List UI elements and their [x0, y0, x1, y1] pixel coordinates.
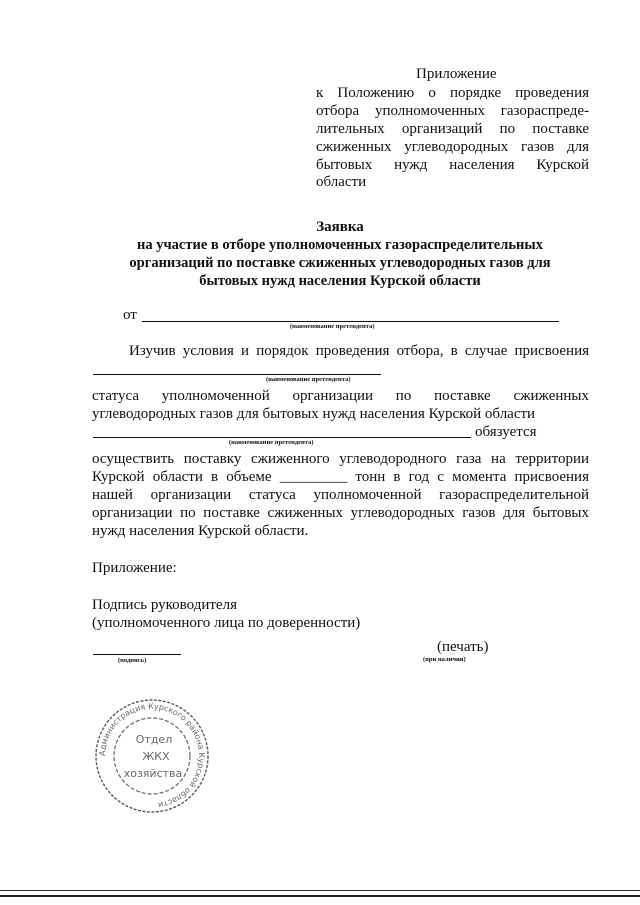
appendix-line: бытовых нужд населения Курской: [316, 157, 589, 173]
body-line: организации по поставке сжиженных углеводородных газов для бытовых: [92, 505, 589, 521]
field-caption: (наименование претендента): [266, 376, 351, 383]
appendix-title: Приложение: [416, 66, 497, 82]
signature-label: (уполномоченного лица по доверенности): [92, 615, 361, 631]
obliges-text: обязуется: [475, 424, 537, 440]
body-line: осуществить поставку сжиженного углеводородного газа на территории: [92, 451, 589, 467]
appendix-line: области: [316, 174, 367, 190]
document-title: Заявка: [316, 219, 364, 235]
applicant-name-line: [93, 437, 471, 438]
body-line: Курской области в объеме _________ тонн в год с момента присвоения: [92, 469, 589, 485]
stamp-inner-line: хозяйства: [123, 767, 183, 780]
appendix-line: к Положению о порядке проведения: [316, 85, 589, 101]
heading-line: бытовых нужд населения Курской области: [199, 273, 481, 289]
stamp-ring-text: Администрация Курского района Курской области: [97, 701, 207, 810]
intro-line: Изучив условия и порядок проведения отбора, в случае присвоения: [129, 343, 589, 359]
applicant-name-line: [142, 321, 559, 322]
signature-label: Подпись руководителя: [92, 597, 237, 613]
from-label: от: [123, 307, 137, 323]
signature-line: [93, 654, 181, 655]
heading-line: на участие в отборе уполномоченных газораспределительных: [137, 237, 543, 253]
appendix-line: отбора уполномоченных газораспреде-: [316, 103, 589, 119]
seal-label: (печать): [437, 639, 489, 655]
appendix-line: лительных организаций по поставке: [316, 121, 589, 137]
appendix-line: сжиженных углеводородных газов для: [316, 139, 589, 155]
body-line: статуса уполномоченной организации по поставке сжиженных: [92, 388, 589, 404]
seal-caption: (при наличии): [423, 656, 466, 663]
field-caption: (наименование претендента): [229, 439, 314, 446]
field-caption: (наименование претендента): [290, 323, 375, 330]
body-line: нужд населения Курской области.: [92, 523, 309, 539]
stamp-inner-line: ЖКХ: [142, 750, 170, 763]
attachment-label: Приложение:: [92, 560, 177, 576]
heading-line: организаций по поставке сжиженных углеводородных газов для: [129, 255, 551, 271]
scan-edge: [0, 890, 640, 891]
stamp-inner-line: Отдел: [135, 733, 173, 746]
signature-caption: (подпись): [118, 657, 147, 664]
body-line: нашей организации статуса уполномоченной газораспределительной: [92, 487, 589, 503]
official-stamp: [93, 697, 211, 815]
scan-edge: [0, 895, 640, 897]
body-line: углеводородных газов для бытовых нужд населения Курской области: [92, 406, 536, 422]
applicant-name-line: [93, 374, 381, 375]
